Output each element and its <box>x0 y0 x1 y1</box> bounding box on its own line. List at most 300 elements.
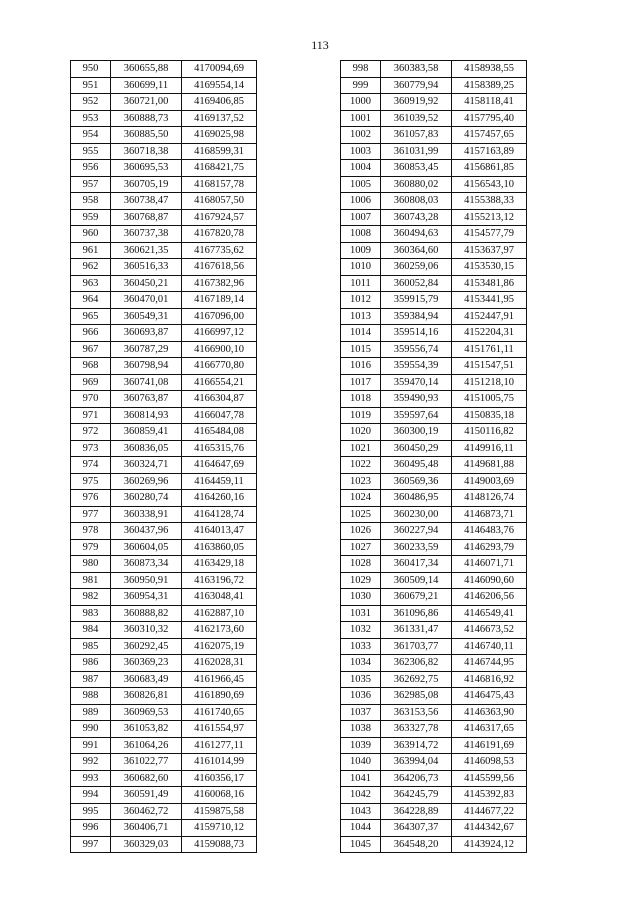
y-coordinate-cell: 4158938,55 <box>452 61 527 78</box>
x-coordinate-cell: 359556,74 <box>381 341 452 358</box>
x-coordinate-cell: 360808,03 <box>381 193 452 210</box>
point-number-cell: 1014 <box>341 325 381 342</box>
x-coordinate-cell: 360486,95 <box>381 490 452 507</box>
table-row <box>71 803 257 820</box>
x-coordinate-cell: 360450,29 <box>381 440 452 457</box>
point-number-cell: 977 <box>71 506 111 523</box>
x-coordinate-cell: 360324,71 <box>111 457 182 474</box>
point-number-cell: 1002 <box>341 127 381 144</box>
x-coordinate-cell: 360369,23 <box>111 655 182 672</box>
x-coordinate-cell: 360621,35 <box>111 242 182 259</box>
point-number-cell: 1010 <box>341 259 381 276</box>
x-coordinate-cell: 360814,93 <box>111 407 182 424</box>
y-coordinate-cell: 4151218,10 <box>452 374 527 391</box>
y-coordinate-cell: 4156861,85 <box>452 160 527 177</box>
point-number-cell: 1021 <box>341 440 381 457</box>
y-coordinate-cell: 4146744,95 <box>452 655 527 672</box>
y-coordinate-cell: 4167189,14 <box>182 292 257 309</box>
y-coordinate-cell: 4166770,80 <box>182 358 257 375</box>
point-number-cell: 984 <box>71 622 111 639</box>
x-coordinate-cell: 360259,06 <box>381 259 452 276</box>
table-row <box>71 61 257 78</box>
y-coordinate-cell: 4155213,12 <box>452 209 527 226</box>
x-coordinate-cell: 360859,41 <box>111 424 182 441</box>
x-coordinate-cell: 359915,79 <box>381 292 452 309</box>
table-row <box>341 787 527 804</box>
x-coordinate-cell: 360738,47 <box>111 193 182 210</box>
table-row <box>71 160 257 177</box>
y-coordinate-cell: 4164128,74 <box>182 506 257 523</box>
x-coordinate-cell: 364245,79 <box>381 787 452 804</box>
x-coordinate-cell: 360954,31 <box>111 589 182 606</box>
y-coordinate-cell: 4168599,31 <box>182 143 257 160</box>
point-number-cell: 1018 <box>341 391 381 408</box>
point-number-cell: 1043 <box>341 803 381 820</box>
x-coordinate-cell: 360768,87 <box>111 209 182 226</box>
point-number-cell: 1019 <box>341 407 381 424</box>
x-coordinate-cell: 360470,01 <box>111 292 182 309</box>
x-coordinate-cell: 361096,86 <box>381 605 452 622</box>
table-row <box>71 737 257 754</box>
y-coordinate-cell: 4167096,00 <box>182 308 257 325</box>
table-row <box>71 143 257 160</box>
x-coordinate-cell: 360338,91 <box>111 506 182 523</box>
point-number-cell: 985 <box>71 638 111 655</box>
point-number-cell: 1039 <box>341 737 381 754</box>
point-number-cell: 995 <box>71 803 111 820</box>
x-coordinate-cell: 361039,52 <box>381 110 452 127</box>
point-number-cell: 1007 <box>341 209 381 226</box>
x-coordinate-cell: 360462,72 <box>111 803 182 820</box>
point-number-cell: 1008 <box>341 226 381 243</box>
y-coordinate-cell: 4167820,78 <box>182 226 257 243</box>
y-coordinate-cell: 4146191,69 <box>452 737 527 754</box>
y-coordinate-cell: 4146483,76 <box>452 523 527 540</box>
x-coordinate-cell: 360718,38 <box>111 143 182 160</box>
point-number-cell: 957 <box>71 176 111 193</box>
table-row <box>341 176 527 193</box>
point-number-cell: 954 <box>71 127 111 144</box>
y-coordinate-cell: 4164647,69 <box>182 457 257 474</box>
point-number-cell: 1029 <box>341 572 381 589</box>
table-row <box>71 605 257 622</box>
table-row <box>341 589 527 606</box>
x-coordinate-cell: 361057,83 <box>381 127 452 144</box>
x-coordinate-cell: 361064,26 <box>111 737 182 754</box>
y-coordinate-cell: 4158389,25 <box>452 77 527 94</box>
point-number-cell: 978 <box>71 523 111 540</box>
y-coordinate-cell: 4149681,88 <box>452 457 527 474</box>
y-coordinate-cell: 4164013,47 <box>182 523 257 540</box>
table-row <box>71 127 257 144</box>
point-number-cell: 1037 <box>341 704 381 721</box>
y-coordinate-cell: 4155388,33 <box>452 193 527 210</box>
x-coordinate-cell: 360741,08 <box>111 374 182 391</box>
y-coordinate-cell: 4164459,11 <box>182 473 257 490</box>
point-number-cell: 1017 <box>341 374 381 391</box>
y-coordinate-cell: 4152204,31 <box>452 325 527 342</box>
y-coordinate-cell: 4157457,65 <box>452 127 527 144</box>
x-coordinate-cell: 360230,00 <box>381 506 452 523</box>
table-row <box>341 94 527 111</box>
table-row <box>71 94 257 111</box>
y-coordinate-cell: 4146090,60 <box>452 572 527 589</box>
x-coordinate-cell: 360300,19 <box>381 424 452 441</box>
y-coordinate-cell: 4153637,97 <box>452 242 527 259</box>
table-row <box>71 523 257 540</box>
x-coordinate-cell: 360737,38 <box>111 226 182 243</box>
point-number-cell: 1015 <box>341 341 381 358</box>
table-row <box>71 820 257 837</box>
point-number-cell: 953 <box>71 110 111 127</box>
x-coordinate-cell: 360853,45 <box>381 160 452 177</box>
y-coordinate-cell: 4151005,75 <box>452 391 527 408</box>
point-number-cell: 963 <box>71 275 111 292</box>
point-number-cell: 999 <box>341 77 381 94</box>
table-row <box>71 589 257 606</box>
point-number-cell: 979 <box>71 539 111 556</box>
y-coordinate-cell: 4159710,12 <box>182 820 257 837</box>
point-number-cell: 975 <box>71 473 111 490</box>
y-coordinate-cell: 4146071,71 <box>452 556 527 573</box>
point-number-cell: 965 <box>71 308 111 325</box>
x-coordinate-cell: 360495,48 <box>381 457 452 474</box>
x-coordinate-cell: 360705,19 <box>111 176 182 193</box>
point-number-cell: 1034 <box>341 655 381 672</box>
point-number-cell: 1022 <box>341 457 381 474</box>
table-row <box>71 770 257 787</box>
point-number-cell: 962 <box>71 259 111 276</box>
y-coordinate-cell: 4159088,73 <box>182 836 257 853</box>
point-number-cell: 996 <box>71 820 111 837</box>
x-coordinate-cell: 364228,89 <box>381 803 452 820</box>
point-number-cell: 997 <box>71 836 111 853</box>
table-row <box>71 787 257 804</box>
table-row <box>341 77 527 94</box>
x-coordinate-cell: 360269,96 <box>111 473 182 490</box>
y-coordinate-cell: 4164260,16 <box>182 490 257 507</box>
x-coordinate-cell: 359490,93 <box>381 391 452 408</box>
x-coordinate-cell: 360693,87 <box>111 325 182 342</box>
table-row <box>341 358 527 375</box>
x-coordinate-cell: 359470,14 <box>381 374 452 391</box>
table-row <box>341 374 527 391</box>
x-coordinate-cell: 360655,88 <box>111 61 182 78</box>
y-coordinate-cell: 4143924,12 <box>452 836 527 853</box>
point-number-cell: 950 <box>71 61 111 78</box>
table-row <box>71 836 257 853</box>
table-row <box>71 473 257 490</box>
point-number-cell: 1035 <box>341 671 381 688</box>
y-coordinate-cell: 4153441,95 <box>452 292 527 309</box>
point-number-cell: 956 <box>71 160 111 177</box>
table-row <box>71 77 257 94</box>
table-row <box>71 242 257 259</box>
table-row <box>341 160 527 177</box>
table-row <box>341 473 527 490</box>
y-coordinate-cell: 4167382,96 <box>182 275 257 292</box>
point-number-cell: 989 <box>71 704 111 721</box>
x-coordinate-cell: 360888,82 <box>111 605 182 622</box>
y-coordinate-cell: 4161740,65 <box>182 704 257 721</box>
x-coordinate-cell: 360516,33 <box>111 259 182 276</box>
point-number-cell: 1013 <box>341 308 381 325</box>
table-row <box>71 688 257 705</box>
point-number-cell: 998 <box>341 61 381 78</box>
point-number-cell: 976 <box>71 490 111 507</box>
point-number-cell: 1023 <box>341 473 381 490</box>
x-coordinate-cell: 360406,71 <box>111 820 182 837</box>
y-coordinate-cell: 4163429,18 <box>182 556 257 573</box>
point-number-cell: 1041 <box>341 770 381 787</box>
point-number-cell: 970 <box>71 391 111 408</box>
point-number-cell: 1040 <box>341 754 381 771</box>
point-number-cell: 981 <box>71 572 111 589</box>
table-row <box>341 341 527 358</box>
y-coordinate-cell: 4167618,56 <box>182 259 257 276</box>
table-row <box>341 143 527 160</box>
table-row <box>341 424 527 441</box>
point-number-cell: 960 <box>71 226 111 243</box>
table-row <box>341 61 527 78</box>
point-number-cell: 994 <box>71 787 111 804</box>
table-row <box>71 292 257 309</box>
page-number: 113 <box>311 38 329 52</box>
x-coordinate-cell: 360763,87 <box>111 391 182 408</box>
table-row <box>71 407 257 424</box>
x-coordinate-cell: 360695,53 <box>111 160 182 177</box>
table-row <box>341 506 527 523</box>
y-coordinate-cell: 4146098,53 <box>452 754 527 771</box>
table-row <box>71 374 257 391</box>
table-row <box>341 721 527 738</box>
x-coordinate-cell: 360591,49 <box>111 787 182 804</box>
point-number-cell: 1044 <box>341 820 381 837</box>
y-coordinate-cell: 4158118,41 <box>452 94 527 111</box>
table-row <box>341 127 527 144</box>
y-coordinate-cell: 4157795,40 <box>452 110 527 127</box>
point-number-cell: 1024 <box>341 490 381 507</box>
table-row <box>341 209 527 226</box>
table-row <box>71 325 257 342</box>
y-coordinate-cell: 4163196,72 <box>182 572 257 589</box>
point-number-cell: 964 <box>71 292 111 309</box>
x-coordinate-cell: 362985,08 <box>381 688 452 705</box>
table-row <box>71 506 257 523</box>
y-coordinate-cell: 4152447,91 <box>452 308 527 325</box>
y-coordinate-cell: 4159875,58 <box>182 803 257 820</box>
table-row <box>71 572 257 589</box>
table-row <box>71 655 257 672</box>
table-row <box>341 803 527 820</box>
point-number-cell: 1038 <box>341 721 381 738</box>
y-coordinate-cell: 4144677,22 <box>452 803 527 820</box>
y-coordinate-cell: 4146206,56 <box>452 589 527 606</box>
y-coordinate-cell: 4160356,17 <box>182 770 257 787</box>
x-coordinate-cell: 359597,64 <box>381 407 452 424</box>
table-row <box>71 226 257 243</box>
x-coordinate-cell: 360969,53 <box>111 704 182 721</box>
x-coordinate-cell: 359514,16 <box>381 325 452 342</box>
table-row <box>341 770 527 787</box>
coordinates-table-right <box>340 60 527 853</box>
point-number-cell: 991 <box>71 737 111 754</box>
table-row <box>341 638 527 655</box>
y-coordinate-cell: 4161277,11 <box>182 737 257 754</box>
y-coordinate-cell: 4162075,19 <box>182 638 257 655</box>
y-coordinate-cell: 4150835,18 <box>452 407 527 424</box>
y-coordinate-cell: 4153530,15 <box>452 259 527 276</box>
y-coordinate-cell: 4146549,41 <box>452 605 527 622</box>
table-row <box>71 457 257 474</box>
y-coordinate-cell: 4145599,56 <box>452 770 527 787</box>
point-number-cell: 1025 <box>341 506 381 523</box>
x-coordinate-cell: 361331,47 <box>381 622 452 639</box>
y-coordinate-cell: 4161966,45 <box>182 671 257 688</box>
y-coordinate-cell: 4145392,83 <box>452 787 527 804</box>
point-number-cell: 1036 <box>341 688 381 705</box>
table-row <box>71 358 257 375</box>
y-coordinate-cell: 4170094,69 <box>182 61 257 78</box>
y-coordinate-cell: 4151547,51 <box>452 358 527 375</box>
x-coordinate-cell: 363994,04 <box>381 754 452 771</box>
x-coordinate-cell: 363327,78 <box>381 721 452 738</box>
table-row <box>341 688 527 705</box>
table-row <box>341 754 527 771</box>
x-coordinate-cell: 360437,96 <box>111 523 182 540</box>
point-number-cell: 1026 <box>341 523 381 540</box>
table-row <box>71 176 257 193</box>
point-number-cell: 990 <box>71 721 111 738</box>
table-row <box>341 440 527 457</box>
point-number-cell: 988 <box>71 688 111 705</box>
x-coordinate-cell: 360743,28 <box>381 209 452 226</box>
y-coordinate-cell: 4169025,98 <box>182 127 257 144</box>
x-coordinate-cell: 361703,77 <box>381 638 452 655</box>
x-coordinate-cell: 359554,39 <box>381 358 452 375</box>
y-coordinate-cell: 4146873,71 <box>452 506 527 523</box>
table-row <box>71 539 257 556</box>
table-row <box>71 556 257 573</box>
point-number-cell: 974 <box>71 457 111 474</box>
point-number-cell: 969 <box>71 374 111 391</box>
y-coordinate-cell: 4146317,65 <box>452 721 527 738</box>
point-number-cell: 1009 <box>341 242 381 259</box>
table-row <box>341 110 527 127</box>
x-coordinate-cell: 360779,94 <box>381 77 452 94</box>
table-row <box>341 407 527 424</box>
y-coordinate-cell: 4149916,11 <box>452 440 527 457</box>
point-number-cell: 986 <box>71 655 111 672</box>
table-row <box>71 638 257 655</box>
x-coordinate-cell: 360880,02 <box>381 176 452 193</box>
y-coordinate-cell: 4161014,99 <box>182 754 257 771</box>
y-coordinate-cell: 4166997,12 <box>182 325 257 342</box>
point-number-cell: 968 <box>71 358 111 375</box>
point-number-cell: 992 <box>71 754 111 771</box>
y-coordinate-cell: 4168157,78 <box>182 176 257 193</box>
table-row <box>341 572 527 589</box>
point-number-cell: 1027 <box>341 539 381 556</box>
table-row <box>341 391 527 408</box>
y-coordinate-cell: 4146740,11 <box>452 638 527 655</box>
point-number-cell: 983 <box>71 605 111 622</box>
table-row <box>71 424 257 441</box>
x-coordinate-cell: 362692,75 <box>381 671 452 688</box>
y-coordinate-cell: 4149003,69 <box>452 473 527 490</box>
y-coordinate-cell: 4162028,31 <box>182 655 257 672</box>
y-coordinate-cell: 4146363,90 <box>452 704 527 721</box>
point-number-cell: 982 <box>71 589 111 606</box>
point-number-cell: 952 <box>71 94 111 111</box>
table-row <box>71 341 257 358</box>
x-coordinate-cell: 360364,60 <box>381 242 452 259</box>
table-row <box>71 193 257 210</box>
y-coordinate-cell: 4153481,86 <box>452 275 527 292</box>
table-row <box>341 275 527 292</box>
table-row <box>341 820 527 837</box>
table-row <box>341 490 527 507</box>
table-row <box>71 490 257 507</box>
y-coordinate-cell: 4144342,67 <box>452 820 527 837</box>
x-coordinate-cell: 363914,72 <box>381 737 452 754</box>
point-number-cell: 1033 <box>341 638 381 655</box>
point-number-cell: 1004 <box>341 160 381 177</box>
y-coordinate-cell: 4169554,14 <box>182 77 257 94</box>
point-number-cell: 955 <box>71 143 111 160</box>
x-coordinate-cell: 360888,73 <box>111 110 182 127</box>
x-coordinate-cell: 360494,63 <box>381 226 452 243</box>
point-number-cell: 951 <box>71 77 111 94</box>
table-row <box>71 622 257 639</box>
table-row <box>341 457 527 474</box>
y-coordinate-cell: 4146673,52 <box>452 622 527 639</box>
point-number-cell: 980 <box>71 556 111 573</box>
x-coordinate-cell: 360919,92 <box>381 94 452 111</box>
y-coordinate-cell: 4166047,78 <box>182 407 257 424</box>
x-coordinate-cell: 359384,94 <box>381 308 452 325</box>
y-coordinate-cell: 4162887,10 <box>182 605 257 622</box>
y-coordinate-cell: 4146293,79 <box>452 539 527 556</box>
x-coordinate-cell: 360227,94 <box>381 523 452 540</box>
y-coordinate-cell: 4146816,92 <box>452 671 527 688</box>
y-coordinate-cell: 4161554,97 <box>182 721 257 738</box>
table-row <box>341 556 527 573</box>
table-row <box>341 242 527 259</box>
x-coordinate-cell: 360604,05 <box>111 539 182 556</box>
x-coordinate-cell: 360280,74 <box>111 490 182 507</box>
point-number-cell: 973 <box>71 440 111 457</box>
table-row <box>341 226 527 243</box>
x-coordinate-cell: 360509,14 <box>381 572 452 589</box>
point-number-cell: 958 <box>71 193 111 210</box>
y-coordinate-cell: 4150116,82 <box>452 424 527 441</box>
table-row <box>71 209 257 226</box>
x-coordinate-cell: 360699,11 <box>111 77 182 94</box>
y-coordinate-cell: 4162173,60 <box>182 622 257 639</box>
x-coordinate-cell: 360329,03 <box>111 836 182 853</box>
x-coordinate-cell: 360310,32 <box>111 622 182 639</box>
point-number-cell: 1030 <box>341 589 381 606</box>
table-row <box>71 704 257 721</box>
table-row <box>341 292 527 309</box>
y-coordinate-cell: 4166554,21 <box>182 374 257 391</box>
x-coordinate-cell: 360682,60 <box>111 770 182 787</box>
x-coordinate-cell: 361022,77 <box>111 754 182 771</box>
x-coordinate-cell: 360873,34 <box>111 556 182 573</box>
x-coordinate-cell: 360383,58 <box>381 61 452 78</box>
table-row <box>341 671 527 688</box>
